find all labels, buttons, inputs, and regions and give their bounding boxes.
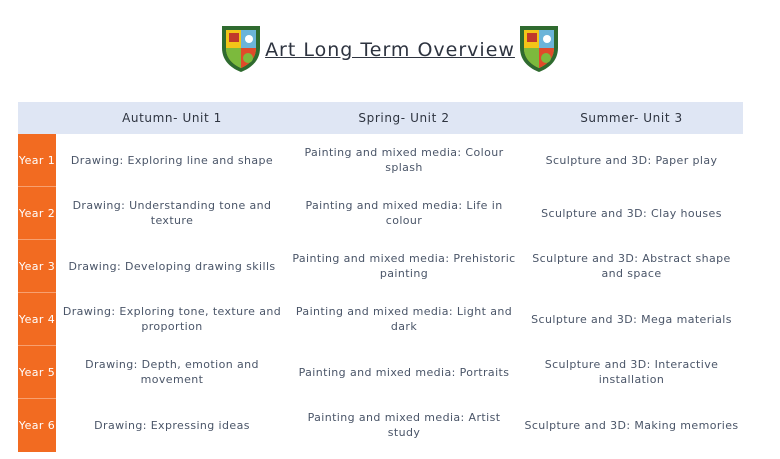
table-cell: Drawing: Expressing ideas: [56, 399, 288, 452]
table-row: [18, 240, 743, 293]
year-label: Year 6: [18, 399, 56, 452]
table-cell: Painting and mixed media: Prehistoric painting: [288, 240, 520, 293]
table-cell: Painting and mixed media: Colour splash: [288, 134, 520, 187]
table-cell: Painting and mixed media: Life in colour: [288, 187, 520, 240]
table-cell: Sculpture and 3D: Making memories: [520, 399, 743, 452]
art-overview-table: [18, 102, 743, 452]
table-cell: Drawing: Exploring tone, texture and proportion: [56, 293, 288, 346]
page-header: [0, 20, 780, 76]
table-cell: Drawing: Understanding tone and texture: [56, 187, 288, 240]
table-row: [18, 134, 743, 187]
table-cell: Sculpture and 3D: Paper play: [520, 134, 743, 187]
table-cell: Drawing: Exploring line and shape: [56, 134, 288, 187]
school-crest-left-logo: [219, 22, 263, 74]
table-row: [18, 293, 743, 346]
table-cell: Drawing: Developing drawing skills: [56, 240, 288, 293]
table-header-row: [18, 102, 743, 134]
table-cell: Painting and mixed media: Artist study: [288, 399, 520, 452]
table-cell: Painting and mixed media: Portraits: [288, 346, 520, 399]
header-corner-cell: [18, 102, 56, 134]
year-label: Year 4: [18, 293, 56, 346]
table-cell: Drawing: Depth, emotion and movement: [56, 346, 288, 399]
table-cell: Sculpture and 3D: Interactive installation: [520, 346, 743, 399]
school-crest-right-logo: [517, 22, 561, 74]
column-header-summer: Summer- Unit 3: [520, 102, 743, 134]
year-label: Year 5: [18, 346, 56, 399]
table-cell: Sculpture and 3D: Abstract shape and space: [520, 240, 743, 293]
year-label: Year 3: [18, 240, 56, 293]
year-label: Year 1: [18, 134, 56, 187]
year-label: Year 2: [18, 187, 56, 240]
table-cell: Painting and mixed media: Light and dark: [288, 293, 520, 346]
table-row: [18, 187, 743, 240]
table-cell: Sculpture and 3D: Mega materials: [520, 293, 743, 346]
table-row: [18, 346, 743, 399]
table-row: [18, 399, 743, 452]
column-header-spring: Spring- Unit 2: [288, 102, 520, 134]
column-header-autumn: Autumn- Unit 1: [56, 102, 288, 134]
page-title: Art Long Term Overview: [265, 39, 515, 61]
table-cell: Sculpture and 3D: Clay houses: [520, 187, 743, 240]
